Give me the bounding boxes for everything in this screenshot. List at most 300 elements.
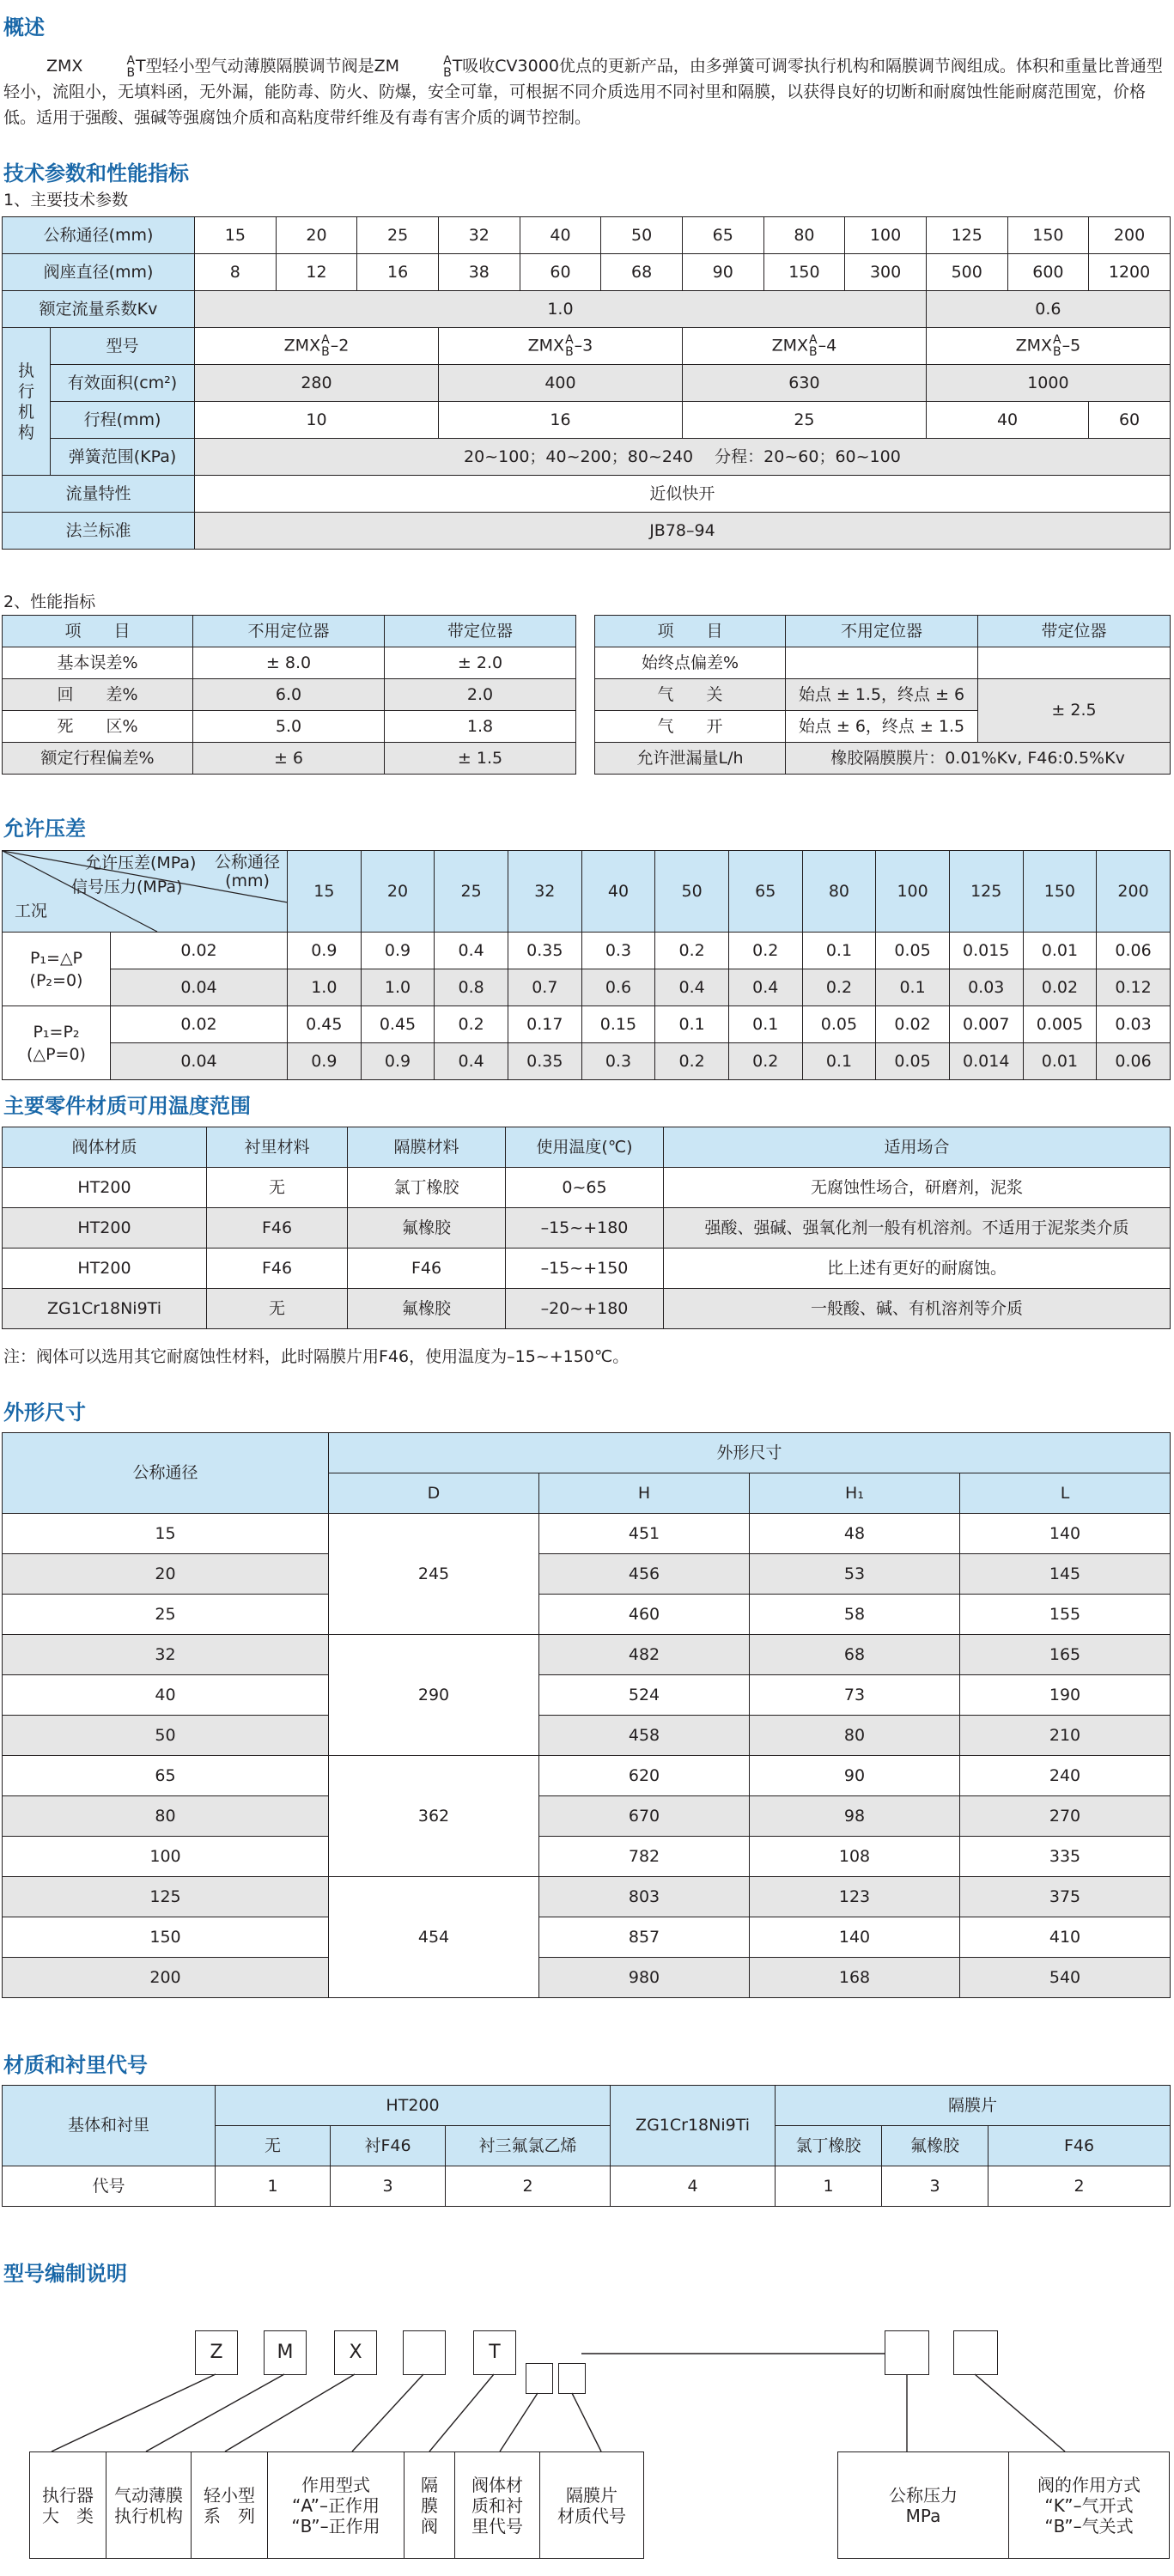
dims-col: H — [539, 1473, 750, 1514]
pressure-dn: 200 — [1097, 851, 1171, 933]
materials-title: 主要零件材质可用温度范围 — [3, 1094, 251, 1118]
dims-cell: 20 — [3, 1554, 329, 1595]
dims-d: 290 — [329, 1635, 539, 1756]
stroke-cell: 25 — [682, 402, 926, 439]
dims-cell: 32 — [3, 1635, 329, 1675]
ab-top: A — [126, 53, 136, 68]
dims-cell: 90 — [750, 1756, 960, 1796]
perf-cell: 允许泄漏量L/h — [595, 743, 786, 775]
pressure-val: 0.17 — [508, 1006, 581, 1043]
dims-cell: 670 — [539, 1796, 750, 1837]
flange-cell: JB78–94 — [195, 513, 1171, 550]
perf-cell: ± 6 — [193, 743, 385, 775]
model-prefix: ZMX — [527, 336, 565, 355]
model-box-body-code — [526, 2363, 553, 2394]
legend-text: 隔 膜 阀 — [421, 2474, 438, 2537]
perf-cell: 始点 ± 1.5，终点 ± 6 — [786, 679, 978, 711]
cond2-text: P₁=P₂ — [33, 1022, 80, 1042]
corner-mid: 允许压差(MPa) — [85, 854, 197, 872]
stroke-label: 行程(mm) — [51, 402, 195, 439]
pressure-val: 0.35 — [508, 933, 581, 969]
pressure-val: 0.05 — [876, 933, 950, 969]
model-box-m: M — [264, 2330, 307, 2375]
dn-cell: 32 — [438, 217, 520, 254]
perf-cell: 气 开 — [595, 711, 786, 743]
cond2-sub: (△P=0) — [27, 1044, 86, 1064]
ab-top: A — [321, 333, 330, 347]
materials-cell: –15~+180 — [506, 1208, 664, 1249]
legend-pneumatic — [106, 2451, 192, 2559]
dims-cell: 190 — [960, 1675, 1171, 1716]
kv-cell: 0.6 — [926, 291, 1170, 328]
model-box-x: X — [334, 2330, 377, 2375]
tech-title: 技术参数和性能指标 — [3, 161, 189, 185]
perf-header: 不用定位器 — [786, 616, 978, 647]
dn-cell: 125 — [926, 217, 1007, 254]
ab-bottom: B — [321, 345, 330, 359]
dn-cell: 65 — [682, 217, 763, 254]
dims-cell: 15 — [3, 1514, 329, 1554]
seat-cell: 60 — [520, 254, 601, 291]
ab-top: A — [565, 333, 574, 347]
pressure-val: 0.6 — [581, 969, 655, 1006]
pressure-dn: 150 — [1023, 851, 1097, 933]
pressure-val: 0.8 — [435, 969, 508, 1006]
dims-cell: 168 — [750, 1958, 960, 1998]
dims-cell: 53 — [750, 1554, 960, 1595]
dims-cell: 200 — [3, 1958, 329, 1998]
pressure-dn: 50 — [655, 851, 729, 933]
model-suffix: –3 — [574, 336, 593, 355]
dn-cell: 80 — [763, 217, 845, 254]
dims-cell: 98 — [750, 1796, 960, 1837]
flow-cell: 近似快开 — [195, 476, 1171, 513]
legend-body-code — [454, 2451, 540, 2559]
ab-bottom: B — [1053, 345, 1061, 359]
area-cell: 1000 — [926, 365, 1170, 402]
ab-top-2: A — [443, 53, 452, 68]
pressure-val: 0.02 — [1023, 969, 1097, 1006]
code-ht200: HT200 — [216, 2086, 611, 2126]
flange-label: 法兰标准 — [3, 513, 195, 550]
seat-cell: 38 — [438, 254, 520, 291]
dims-cell: 458 — [539, 1716, 750, 1756]
code-membrane: 隔膜片 — [776, 2086, 1171, 2126]
code-sub: 衬F46 — [331, 2126, 446, 2166]
dims-cell: 125 — [3, 1877, 329, 1917]
pressure-val: 0.2 — [435, 1006, 508, 1043]
code-base: 基体和衬里 — [3, 2086, 216, 2166]
materials-header-cell: 衬里材料 — [207, 1127, 348, 1168]
pressure-val: 0.06 — [1097, 1043, 1171, 1080]
pressure-val: 0.06 — [1097, 933, 1171, 969]
dims-cell: 65 — [3, 1756, 329, 1796]
legend-action-type — [267, 2451, 405, 2559]
pressure-val: 0.12 — [1097, 969, 1171, 1006]
dn-cell: 40 — [520, 217, 601, 254]
materials-cell: HT200 — [3, 1168, 207, 1208]
code-value: 4 — [611, 2166, 776, 2207]
dims-cell: 108 — [750, 1837, 960, 1877]
pressure-val: 0.35 — [508, 1043, 581, 1080]
dn-cell: 25 — [357, 217, 439, 254]
ab-bottom: B — [126, 65, 136, 80]
ab-bottom: B — [565, 345, 574, 359]
pressure-sig: 0.02 — [111, 1006, 288, 1043]
pressure-val: 0.2 — [655, 1043, 729, 1080]
pressure-val: 0.9 — [361, 933, 435, 969]
perf-header: 项 目 — [595, 616, 786, 647]
ab-top: A — [1053, 333, 1061, 347]
pressure-dn: 25 — [435, 851, 508, 933]
pressure-val: 0.1 — [876, 969, 950, 1006]
pressure-val: 0.7 — [508, 969, 581, 1006]
model-box-t: T — [473, 2330, 516, 2375]
perf-sub: 2、性能指标 — [3, 592, 96, 611]
perf-cell: 额定行程偏差% — [3, 743, 193, 775]
legend-series — [191, 2451, 268, 2559]
pressure-val: 0.1 — [802, 1043, 876, 1080]
corner-mid2: 信号压力(MPa) — [71, 878, 183, 896]
ab-top: A — [809, 333, 818, 347]
actuator-label-text: 执行机构 — [17, 361, 34, 442]
pressure-dn: 100 — [876, 851, 950, 933]
materials-cell: ZG1Cr18Ni9Ti — [3, 1289, 207, 1329]
code-sub: 无 — [216, 2126, 331, 2166]
model-box-action — [403, 2330, 446, 2375]
model-prefix: ZMX — [1015, 336, 1052, 355]
pressure-val: 0.1 — [655, 1006, 729, 1043]
pressure-val: 0.9 — [288, 933, 362, 969]
dims-cell: 782 — [539, 1837, 750, 1877]
pressure-val: 0.03 — [1097, 1006, 1171, 1043]
seat-cell: 90 — [682, 254, 763, 291]
pressure-val: 0.03 — [949, 969, 1023, 1006]
dims-cell: 451 — [539, 1514, 750, 1554]
materials-cell: F46 — [207, 1249, 348, 1289]
model-suffix: –2 — [330, 336, 350, 355]
pressure-dn: 32 — [508, 851, 581, 933]
dims-cell: 150 — [3, 1917, 329, 1958]
code-sub: 氟橡胶 — [882, 2126, 988, 2166]
spring-label: 弹簧范围(KPa) — [51, 439, 195, 476]
materials-note: 注：阀体可以选用其它耐腐蚀性材料，此时隔膜片用F46，使用温度为–15~+150℃。 — [3, 1347, 630, 1366]
overview-title: 概述 — [3, 15, 45, 39]
dims-cell: 140 — [960, 1514, 1171, 1554]
dims-cell: 68 — [750, 1635, 960, 1675]
materials-cell: 无腐蚀性场合，研磨剂，泥浆 — [664, 1168, 1171, 1208]
pressure-val: 0.4 — [435, 1043, 508, 1080]
perf-cell: ± 8.0 — [193, 647, 385, 679]
pressure-val: 0.007 — [949, 1006, 1023, 1043]
overview-text-a: ZMX — [46, 57, 83, 76]
overview-text-b: T型轻小型气动薄膜隔膜调节阀是ZM — [136, 57, 400, 76]
code-value: 1 — [776, 2166, 882, 2207]
dn-cell: 200 — [1089, 217, 1171, 254]
perf-cell: 橡胶隔膜膜片：0.01%Kv, F46:0.5%Kv — [786, 743, 1171, 775]
stroke-cell: 10 — [195, 402, 439, 439]
model-title: 型号编制说明 — [3, 2262, 127, 2286]
legend-text: 阀体材 质和衬 里代号 — [471, 2474, 523, 2537]
pressure-val: 1.0 — [361, 969, 435, 1006]
dims-col: D — [329, 1473, 539, 1514]
dims-cell: 456 — [539, 1554, 750, 1595]
perf-cell: 始终点偏差% — [595, 647, 786, 679]
model-prefix: ZMX — [771, 336, 809, 355]
seat-cell: 300 — [845, 254, 927, 291]
materials-cell: 氯丁橡胶 — [348, 1168, 506, 1208]
dims-cell: 270 — [960, 1796, 1171, 1837]
pressure-val: 0.4 — [435, 933, 508, 969]
pressure-val: 0.015 — [949, 933, 1023, 969]
code-sub: 衬三氟氯乙烯 — [446, 2126, 611, 2166]
materials-cell: HT200 — [3, 1249, 207, 1289]
seat-cell: 150 — [763, 254, 845, 291]
area-cell: 630 — [682, 365, 926, 402]
dims-cell: 540 — [960, 1958, 1171, 1998]
area-label: 有效面积(cm²) — [51, 365, 195, 402]
legend-text: 轻小型 系 列 — [204, 2484, 255, 2526]
dims-cell: 40 — [3, 1675, 329, 1716]
seat-cell: 1200 — [1089, 254, 1171, 291]
materials-header-cell: 适用场合 — [664, 1127, 1171, 1168]
corner-top-unit: (mm) — [225, 872, 270, 890]
legend-text: 阀的作用方式 “K”–气开式 “B”–气关式 — [1037, 2474, 1141, 2537]
legend-text: 气动薄膜 执行机构 — [114, 2484, 183, 2526]
pressure-dn: 20 — [361, 851, 435, 933]
code-row-label: 代号 — [3, 2166, 216, 2207]
code-value: 2 — [988, 2166, 1171, 2207]
dims-title: 外形尺寸 — [3, 1400, 86, 1425]
dims-col: L — [960, 1473, 1171, 1514]
materials-cell: 氟橡胶 — [348, 1289, 506, 1329]
dims-cell: 140 — [750, 1917, 960, 1958]
perf-header: 带定位器 — [385, 616, 576, 647]
code-value: 1 — [216, 2166, 331, 2207]
tech-sub: 1、主要技术参数 — [3, 191, 129, 210]
dn-cell: 150 — [1007, 217, 1089, 254]
pressure-sig: 0.04 — [111, 969, 288, 1006]
dims-cell: 240 — [960, 1756, 1171, 1796]
seat-cell: 500 — [926, 254, 1007, 291]
ab-bottom: B — [809, 345, 818, 359]
ab-bottom-2: B — [443, 65, 452, 80]
dims-cell: 460 — [539, 1595, 750, 1635]
dims-cell: 857 — [539, 1917, 750, 1958]
code-sub: 氯丁橡胶 — [776, 2126, 882, 2166]
kv-cell: 1.0 — [195, 291, 927, 328]
pressure-val: 0.1 — [728, 1006, 802, 1043]
legend-actuator-class — [29, 2451, 106, 2559]
flow-label: 流量特性 — [3, 476, 195, 513]
pressure-val: 0.4 — [728, 969, 802, 1006]
dims-cell: 155 — [960, 1595, 1171, 1635]
code-title: 材质和衬里代号 — [3, 2053, 148, 2077]
dims-cell: 482 — [539, 1635, 750, 1675]
dims-cell: 48 — [750, 1514, 960, 1554]
stroke-cell: 40 — [926, 402, 1088, 439]
materials-cell: F46 — [348, 1249, 506, 1289]
dn-label: 公称通径(mm) — [3, 217, 195, 254]
model-box-mode — [953, 2330, 998, 2375]
dims-cell: 524 — [539, 1675, 750, 1716]
pressure-dn: 15 — [288, 851, 362, 933]
perf-cell: 始点 ± 6，终点 ± 1.5 — [786, 711, 978, 743]
dn-cell: 20 — [276, 217, 357, 254]
model-label: 型号 — [51, 328, 195, 365]
dims-cell: 50 — [3, 1716, 329, 1756]
materials-cell: 0~65 — [506, 1168, 664, 1208]
dims-cell: 335 — [960, 1837, 1171, 1877]
dims-cell: 73 — [750, 1675, 960, 1716]
pressure-dn: 80 — [802, 851, 876, 933]
corner-bottom: 工况 — [15, 902, 48, 920]
perf-cell: 2.0 — [385, 679, 576, 711]
legend-pressure — [837, 2451, 1009, 2559]
materials-cell: HT200 — [3, 1208, 207, 1249]
pressure-val: 0.4 — [655, 969, 729, 1006]
code-zg: ZG1Cr18Ni9Ti — [611, 2086, 776, 2166]
dims-cell: 410 — [960, 1917, 1171, 1958]
model-box-membrane-code — [558, 2363, 586, 2394]
materials-cell: 强酸、强碱、强氧化剂一般有机溶剂。不适用于泥浆类介质 — [664, 1208, 1171, 1249]
pressure-val: 0.02 — [876, 1006, 950, 1043]
dims-d: 245 — [329, 1514, 539, 1635]
legend-diaphragm-valve — [404, 2451, 455, 2559]
perf-cell: 5.0 — [193, 711, 385, 743]
dims-cell: 980 — [539, 1958, 750, 1998]
materials-cell: –20~+180 — [506, 1289, 664, 1329]
pressure-sig: 0.02 — [111, 933, 288, 969]
perf-cell: ± 2.5 — [978, 679, 1171, 743]
dims-cell: 620 — [539, 1756, 750, 1796]
perf-cell: 气 关 — [595, 679, 786, 711]
corner-top-text: 公称通径 — [214, 853, 280, 872]
dims-cell: 80 — [750, 1716, 960, 1756]
pressure-val: 0.3 — [581, 1043, 655, 1080]
model-suffix: –4 — [818, 336, 837, 355]
spring-cell: 20~100；40~200；80~240 分程：20~60；60~100 — [195, 439, 1171, 476]
pressure-val: 0.1 — [802, 933, 876, 969]
area-cell: 400 — [438, 365, 682, 402]
stroke-cell: 60 — [1089, 402, 1171, 439]
legend-text: 公称压力 MPa — [889, 2484, 958, 2526]
pressure-val: 0.01 — [1023, 933, 1097, 969]
dims-cell: 803 — [539, 1877, 750, 1917]
pressure-title: 允许压差 — [3, 817, 86, 841]
materials-cell: F46 — [207, 1208, 348, 1249]
dn-cell: 100 — [845, 217, 927, 254]
pressure-val: 0.2 — [655, 933, 729, 969]
pressure-val: 0.05 — [876, 1043, 950, 1080]
dims-cell: 123 — [750, 1877, 960, 1917]
pressure-val: 0.014 — [949, 1043, 1023, 1080]
pressure-dn: 125 — [949, 851, 1023, 933]
materials-cell: 比上述有更好的耐腐蚀。 — [664, 1249, 1171, 1289]
model-box-pressure — [885, 2330, 929, 2375]
dims-cell: 58 — [750, 1595, 960, 1635]
dn-cell: 15 — [195, 217, 277, 254]
materials-header-cell: 使用温度(℃) — [506, 1127, 664, 1168]
dims-header-dn: 公称通径 — [3, 1433, 329, 1514]
seat-cell: 8 — [195, 254, 277, 291]
dims-cell: 165 — [960, 1635, 1171, 1675]
model-box-z: Z — [195, 2330, 238, 2375]
stroke-cell: 16 — [438, 402, 682, 439]
pressure-dn: 40 — [581, 851, 655, 933]
cond1-sub: (P₂=0) — [29, 970, 83, 990]
perf-cell: 6.0 — [193, 679, 385, 711]
dims-d: 454 — [329, 1877, 539, 1998]
pressure-val: 0.2 — [802, 969, 876, 1006]
legend-text: 隔膜片 材质代号 — [557, 2484, 626, 2526]
dims-cell: 80 — [3, 1796, 329, 1837]
pressure-val: 0.2 — [728, 1043, 802, 1080]
legend-text: 执行器 大 类 — [42, 2484, 94, 2526]
pressure-val: 1.0 — [288, 969, 362, 1006]
perf-cell: ± 2.0 — [385, 647, 576, 679]
pressure-val: 0.9 — [361, 1043, 435, 1080]
code-sub: F46 — [988, 2126, 1171, 2166]
seat-cell: 12 — [276, 254, 357, 291]
dims-cell: 25 — [3, 1595, 329, 1635]
dims-cell: 210 — [960, 1716, 1171, 1756]
pressure-val: 0.45 — [288, 1006, 362, 1043]
pressure-val: 0.15 — [581, 1006, 655, 1043]
materials-cell: 一般酸、碱、有机溶剂等介质 — [664, 1289, 1171, 1329]
pressure-val: 0.9 — [288, 1043, 362, 1080]
pressure-val: 0.45 — [361, 1006, 435, 1043]
dims-header-dims: 外形尺寸 — [329, 1433, 1171, 1473]
legend-mode — [1008, 2451, 1170, 2559]
kv-label: 额定流量系数Kv — [3, 291, 195, 328]
legend-text: 作用型式 “A”–正作用 “B”–正作用 — [291, 2474, 380, 2537]
materials-cell: –15~+150 — [506, 1249, 664, 1289]
materials-header-cell: 隔膜材料 — [348, 1127, 506, 1168]
model-prefix: ZMX — [283, 336, 321, 355]
materials-header-cell: 阀体材质 — [3, 1127, 207, 1168]
materials-cell: 氟橡胶 — [348, 1208, 506, 1249]
dims-cell: 375 — [960, 1877, 1171, 1917]
dn-cell: 50 — [601, 217, 683, 254]
pressure-val: 0.2 — [728, 933, 802, 969]
materials-cell: 无 — [207, 1289, 348, 1329]
model-suffix: –5 — [1061, 336, 1081, 355]
perf-cell: 死 区% — [3, 711, 193, 743]
perf-cell: ± 1.5 — [385, 743, 576, 775]
seat-cell: 600 — [1007, 254, 1089, 291]
pressure-dn: 65 — [728, 851, 802, 933]
materials-cell: 无 — [207, 1168, 348, 1208]
area-cell: 280 — [195, 365, 439, 402]
legend-membrane-code — [539, 2451, 644, 2559]
dims-d: 362 — [329, 1756, 539, 1877]
code-value: 3 — [331, 2166, 446, 2207]
pressure-val: 0.01 — [1023, 1043, 1097, 1080]
overview-text-c: T吸收CV3000优点的更新产品，由多弹簧可调零执行机构和隔膜调节阀组成。体积和重量比普通型轻小，流阻小，无填料函，无外漏，能防毒、防火、防爆，安全可靠，可根据不同介质选用不同衬里和隔膜，以获得良好的切断和耐腐蚀性能耐腐范围宽，价格低。适用于强酸、强碱等强腐蚀介质和高粘度带纤维及有毒有害介质的调节控制。 — [3, 57, 1163, 127]
code-value: 2 — [446, 2166, 611, 2207]
pressure-val: 0.05 — [802, 1006, 876, 1043]
perf-header: 不用定位器 — [193, 616, 385, 647]
dims-cell: 100 — [3, 1837, 329, 1877]
perf-cell: 1.8 — [385, 711, 576, 743]
pressure-sig: 0.04 — [111, 1043, 288, 1080]
seat-cell: 68 — [601, 254, 683, 291]
perf-header: 项 目 — [3, 616, 193, 647]
code-value: 3 — [882, 2166, 988, 2207]
seat-cell: 16 — [357, 254, 439, 291]
perf-cell: 回 差% — [3, 679, 193, 711]
